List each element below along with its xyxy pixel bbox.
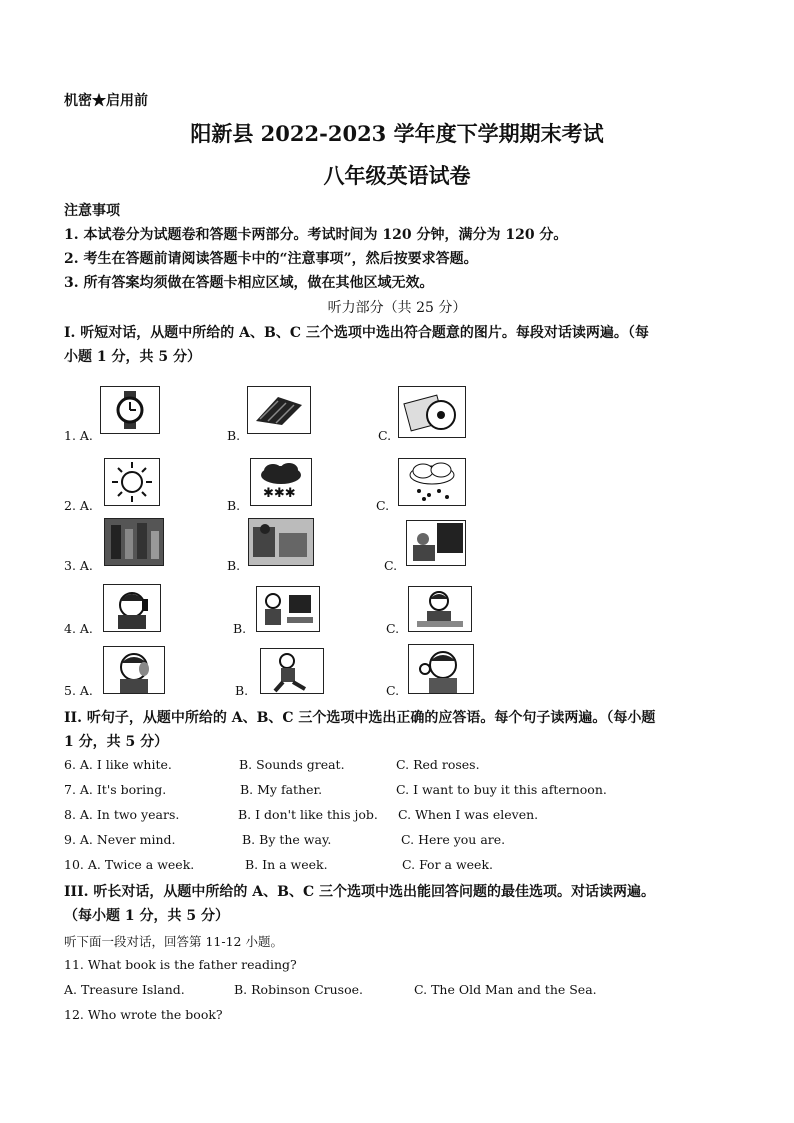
q11-option-a: A. Treasure Island.: [64, 982, 185, 997]
q11-question: 11. What book is the father reading?: [64, 957, 297, 972]
watch-icon: [100, 386, 160, 434]
note-item-1: 1. 本试卷分为试题卷和答题卡两部分。考试时间为 120 分钟，满分为 120 分。: [64, 227, 568, 243]
hurt-leg-boy-icon: [260, 648, 324, 694]
q5-label-c: C.: [386, 683, 400, 698]
q10-option-a: 10. A. Twice a week.: [64, 857, 195, 872]
exam-title: 阳新县 2022-2023 学年度下学期期末考试: [190, 121, 604, 146]
part3-dialogue-instruction: 听下面一段对话，回答第 11-12 小题。: [64, 934, 283, 949]
q7-option-b: B. My father.: [240, 782, 323, 797]
part3-instruction-line2: （每小题 1 分，共 5 分）: [64, 908, 229, 924]
part1-instruction-line1: I. 听短对话，从题中所给的 A、B、C 三个选项中选出符合题意的图片。每段对话读两遍。（每: [64, 325, 649, 341]
q11-option-b: B. Robinson Crusoe.: [234, 982, 363, 997]
q8-option-a: 8. A. In two years.: [64, 807, 180, 822]
part1-instruction-line2: 小题 1 分，共 5 分）: [64, 349, 201, 365]
q1-label-b: B.: [227, 428, 241, 443]
q9-option-a: 9. A. Never mind.: [64, 832, 176, 847]
q5-label-a: 5. A.: [64, 683, 93, 698]
cd-icon: [398, 386, 466, 438]
q4-label-a: 4. A.: [64, 621, 93, 636]
q7-option-c: C. I want to buy it this afternoon.: [396, 782, 607, 797]
reading-scene-icon: [406, 520, 466, 566]
q5-label-b: B.: [235, 683, 249, 698]
svg-text:✱✱✱: ✱✱✱: [263, 486, 296, 501]
boy-computer-icon: [256, 586, 320, 632]
q6-option-a: 6. A. I like white.: [64, 757, 172, 772]
q9-option-c: C. Here you are.: [401, 832, 506, 847]
q2-label-c: C.: [376, 498, 390, 513]
part2-instruction-line1: II. 听句子，从题中所给的 A、B、C 三个选项中选出正确的应答语。每个句子读两遍。（每小题: [64, 710, 656, 726]
q10-option-b: B. In a week.: [245, 857, 328, 872]
q6-option-c: C. Red roses.: [396, 757, 480, 772]
q1-label-c: C.: [378, 428, 392, 443]
sun-icon: [104, 458, 160, 506]
q2-label-a: 2. A.: [64, 498, 93, 513]
q10-option-c: C. For a week.: [402, 857, 493, 872]
q7-option-a: 7. A. It's boring.: [64, 782, 167, 797]
part2-instruction-line2: 1 分，共 5 分）: [64, 734, 169, 750]
shop-scene-icon: [104, 518, 164, 566]
confidential-label: 机密★启用前: [64, 93, 148, 109]
q8-option-c: C. When I was eleven.: [398, 807, 539, 822]
q6-option-b: B. Sounds great.: [239, 757, 345, 772]
listening-section-title: 听力部分（共 25 分）: [327, 300, 467, 316]
snow-cloud-icon: [250, 458, 312, 506]
q3-label-b: B.: [227, 558, 241, 573]
rain-cloud-icon: [398, 458, 466, 506]
q4-label-c: C.: [386, 621, 400, 636]
q12-question: 12. Who wrote the book?: [64, 1007, 223, 1022]
q4-label-b: B.: [233, 621, 247, 636]
q9-option-b: B. By the way.: [242, 832, 332, 847]
q2-label-b: B.: [227, 498, 241, 513]
girl-phone-icon: [103, 584, 161, 632]
kid-writing-icon: [408, 586, 472, 632]
note-item-2: 2. 考生在答题前请阅读答题卡中的“注意事项”，然后按要求答题。: [64, 251, 478, 267]
exam-subtitle: 八年级英语试卷: [323, 163, 471, 188]
q3-label-c: C.: [384, 558, 398, 573]
note-item-3: 3. 所有答案均须做在答题卡相应区域，做在其他区域无效。: [64, 275, 434, 291]
notes-heading: 注意事项: [64, 203, 120, 219]
kitchen-scene-icon: [248, 518, 314, 566]
scarf-icon: [247, 386, 311, 434]
q8-option-b: B. I don't like this job.: [238, 807, 378, 822]
coughing-boy-icon: [408, 644, 474, 694]
part3-instruction-line1: III. 听长对话，从题中所给的 A、B、C 三个选项中选出能回答问题的最佳选项。对话读两遍。: [64, 884, 655, 900]
toothache-boy-icon: [103, 646, 165, 694]
q3-label-a: 3. A.: [64, 558, 93, 573]
q1-label-a: 1. A.: [64, 428, 93, 443]
q11-option-c: C. The Old Man and the Sea.: [414, 982, 597, 997]
